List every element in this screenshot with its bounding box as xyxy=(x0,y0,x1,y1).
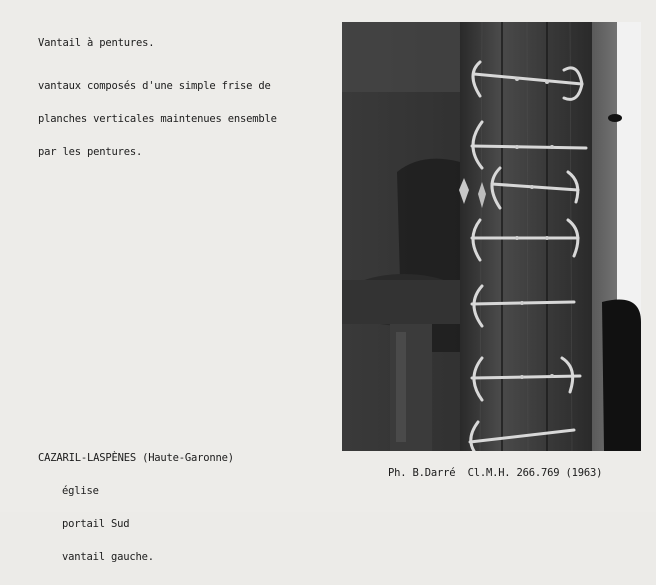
location-place: CAZARIL-LASPÈNES (Haute-Garonne) xyxy=(38,452,234,464)
description-line: planches verticales maintenues ensemble xyxy=(38,113,277,125)
door-hinges-photo xyxy=(342,22,641,451)
photo-credit: Ph. B.Darré Cl.M.H. 266.769 (1963) xyxy=(388,467,603,479)
record-heading: Vantail à pentures. xyxy=(38,37,155,49)
record-description xyxy=(38,59,277,180)
description-line: par les pentures. xyxy=(38,146,143,158)
record-location xyxy=(38,431,234,585)
location-detail: église xyxy=(62,485,99,497)
description-line: vantaux composés d'une simple frise de xyxy=(38,80,271,92)
location-detail: vantail gauche. xyxy=(62,551,154,563)
location-detail: portail Sud xyxy=(62,518,130,530)
